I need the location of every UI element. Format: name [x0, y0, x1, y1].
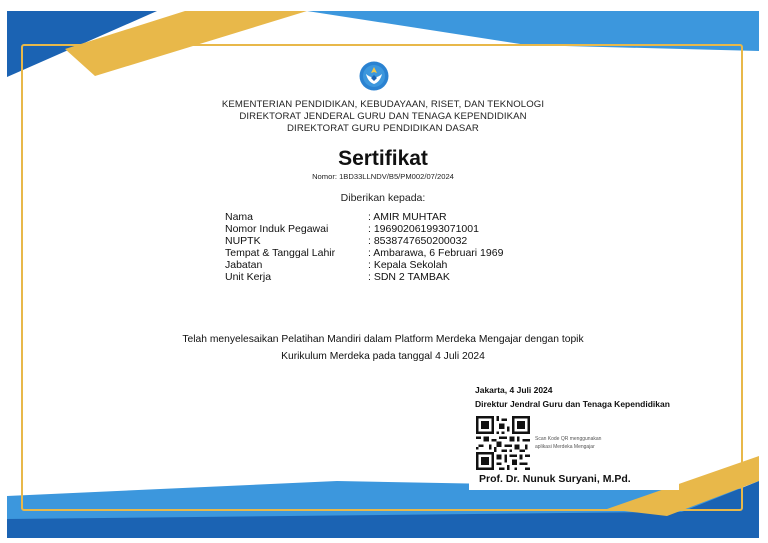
detail-label: Tempat & Tanggal Lahir	[225, 247, 336, 259]
given-to-label: Diberikan kepada:	[340, 192, 426, 204]
completion-line-2: Kurikulum Merdeka pada tanggal 4 Juli 2024	[281, 351, 485, 362]
ministry-line: KEMENTERIAN PENDIDIKAN, KEBUDAYAAN, RISET, DAN TEKNOLOGI	[221, 99, 545, 110]
tut-wuri-handayani-logo	[359, 61, 389, 91]
directorate-general-line: DIREKTORAT JENDERAL GURU DAN TENAGA KEPENDIDIKAN	[239, 111, 527, 122]
detail-value: : SDN 2 TAMBAK	[368, 271, 450, 283]
detail-value: : Ambarawa, 6 Februari 1969	[368, 247, 504, 259]
certificate-number: Nomor: 1BD33LLNDV/B5/PM002/07/2024	[312, 172, 454, 181]
signature-role: Direktur Jendral Guru dan Tenaga Kependidikan	[475, 399, 670, 409]
detail-label: Nama	[225, 211, 254, 223]
detail-value: : 8538747650200032	[368, 235, 468, 247]
detail-label: Jabatan	[225, 259, 263, 271]
qr-note	[535, 435, 601, 451]
detail-label: NUPTK	[225, 235, 261, 247]
detail-value: : Kepala Sekolah	[368, 259, 448, 271]
qr-note-line-1: Scan Kode QR menggunakan	[535, 436, 602, 442]
signature-date: Jakarta, 4 Juli 2024	[475, 385, 553, 395]
qr-code-icon	[476, 416, 530, 470]
directorate-line: DIREKTORAT GURU PENDIDIKAN DASAR	[287, 123, 479, 134]
certificate-title: Sertifikat	[338, 147, 428, 170]
completion-line-1: Telah menyelesaikan Pelatihan Mandiri dalam Platform Merdeka Mengajar dengan topik	[182, 334, 584, 345]
detail-value: : AMIR MUHTAR	[368, 211, 447, 223]
certificate	[7, 11, 759, 538]
detail-label: Unit Kerja	[225, 271, 272, 283]
detail-label: Nomor Induk Pegawai	[225, 223, 329, 235]
signatory-name: Prof. Dr. Nunuk Suryani, M.Pd.	[479, 473, 631, 485]
qr-note-line-2: aplikasi Merdeka Mengajar	[535, 444, 595, 450]
detail-value: : 196902061993071001	[368, 223, 479, 235]
